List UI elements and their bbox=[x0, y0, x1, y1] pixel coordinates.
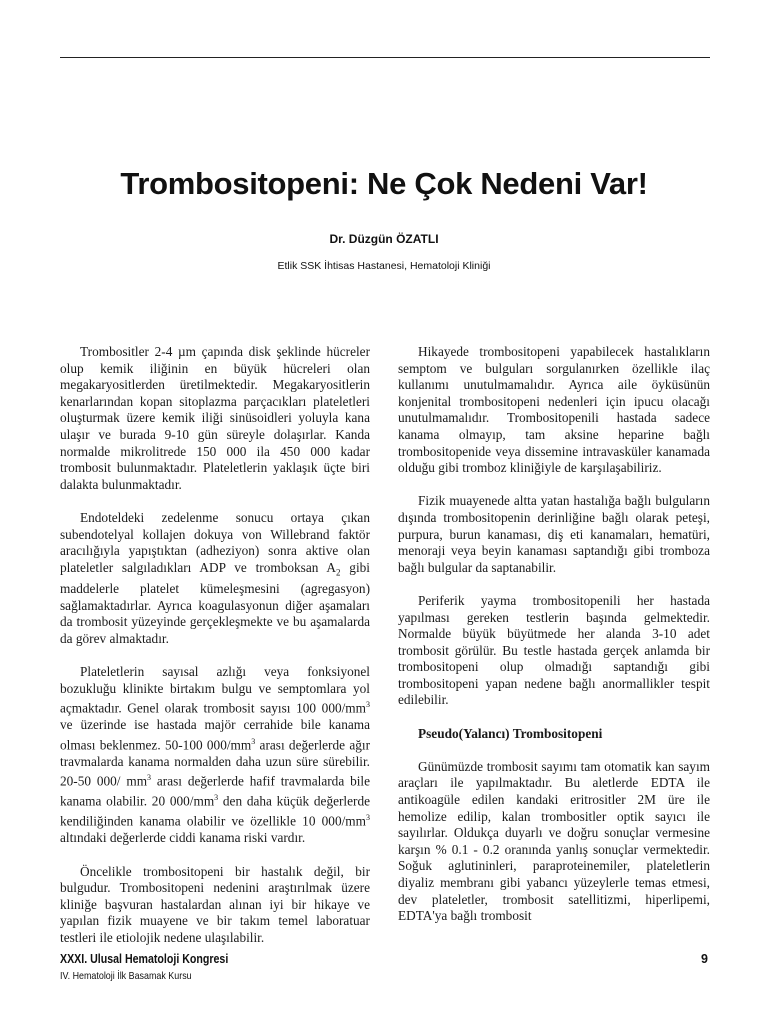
paragraph: Öncelikle trombositopeni bir hastalık değil, bir bulgudur. Trombositopeni nedenini araştırılmak üzere kliniğe başvuran hastalardan alınan iyi bir hikaye ve yapılan fizik muayene ve bir takım temel laboratuar testleri ile etiolojik nedene ulaşılabilir. bbox=[60, 863, 370, 945]
paragraph: Endoteldeki zedelenme sonucu ortaya çıkan subendotelyal kollajen dokuya von Willebrand faktör aracılığıyla yapıştıktan (adheziyon) sonra aktive olan plateletler salgıladıkları ADP ve tromboksan $A_2$ gibi maddelerle platelet kümeleşmesini (agregasyon) sağlamaktadırlar. Ayrıca koagulasyonun diğer aşamaları da trombosit yüzeyinde gerçekleşmekte ve bu aşamalarda da görev almaktadır. bbox=[60, 509, 370, 646]
top-rule bbox=[60, 57, 710, 58]
paragraph: Fizik muayenede altta yatan hastalığa bağlı bulguların dışında trombositopenin derinliğine bağlı olarak peteşi, purpura, burun kanaması, diş eti kanamaları, hematüri, menoraji veya beyin kanaması saptandığı gibi tromboza bağlı bulgular da saptanabilir. bbox=[398, 493, 710, 575]
left-column bbox=[60, 344, 370, 963]
author-name: Dr. Düzgün ÖZATLI bbox=[329, 232, 439, 246]
paragraph: Trombositler 2-4 µm çapında disk şeklinde hücreler olup kemik iliğinin en büyük hücreleri olan megakaryositlerden üretilmektedir. Megakaryositlerin kenarlarından kopan sitoplazma parçacıkları plateletleri oluşturmak üzere kemik iliği sinüsoidleri yoluyla kana ulaşır ve burada 9-10 gün süreyle dolaşırlar. Kanda normalde mikrolitrede 150 000 ila 450 000 kadar trombosit bulunmaktadır. Plateletlerin yaklaşık üçte biri dalakta bulunmaktadır. bbox=[60, 344, 370, 492]
paragraph: Hikayede trombositopeni yapabilecek hastalıkların semptom ve bulguları sorgulanırken özellikle ilaç kullanımı unutulmamalıdır. Ayrıca aile öyküsünün konjenital trombositopeni nedenleri için ipucu olacağı unutulmamalıdır. Trombositopenili hastada sadece kanama olmayıp, tam aksine heparine bağlı trombositopenide veya dissemine intravasküler kanamada olduğu gibi tromboz kliniğiyle de karşılaşabiliriz. bbox=[398, 344, 710, 476]
right-column bbox=[398, 344, 710, 941]
page-number: 9 bbox=[701, 952, 708, 966]
paragraph: Günümüzde trombosit sayımı tam otomatik kan sayım araçları ile yapılmaktadır. Bu aletlerde EDTA ile antikoagüle edilen kandaki eritrositler 2M üre ile hemolize edilip, kalan trombositler optik sayıcı ile sayılırlar. Oldukça duyarlı ve doğru sonuçlar vermesine karşın % 0.1 - 0.2 oranında yanlış sonuçlar vermektedir. Soğuk aglutininleri, paraproteinemiler, plateletlerin diyaliz membranı gibi yabancı yüzeylerle temas etmesi, dev plateletler, trombosit satellitizmi, hiperlipemi, EDTA'ya bağlı trombosit bbox=[398, 758, 710, 924]
section-heading: Pseudo(Yalancı) Trombositopeni bbox=[418, 725, 603, 741]
paragraph: Periferik yayma trombositopenili her hastada yapılması gereken testlerin başında gelmektedir. Normalde büyük büyütmede her alanda 3-10 adet trombosit görülür. Bu testle hastada gerçek anlamda bir trombositopeni olup olmadığı saptandığı gibi trombositopeni yapan nedene bağlı anormallikler tespit edilebilir. bbox=[398, 592, 710, 708]
footer-course-name: IV. Hematoloji İlk Basamak Kursu bbox=[60, 970, 192, 982]
footer-congress-name: XXXI. Ulusal Hematoloji Kongresi bbox=[60, 952, 229, 966]
article-title: Trombositopeni: Ne Çok Nedeni Var! bbox=[120, 166, 648, 201]
author-affiliation: Etlik SSK İhtisas Hastanesi, Hematoloji Kliniği bbox=[277, 260, 491, 272]
paragraph: Plateletlerin sayısal azlığı veya fonksiyonel bozukluğu klinikte birtakım bulgu ve semptomlara yol açmaktadır. Genel olarak trombosit sayısı 100 $000/mm^3$ ve üzerinde ise hastada majör cerrahide bile kanama olması beklenmez. 50-100 $000/mm^3$ arası değerlerde ağır travmalarda kanama normalden daha uzun süre sürebilir. 20-50 000/ $mm^3$ arası değerlerde hafif travmalarda bile kanama olabilir. 20 $000/mm^3$ den daha küçük değerlerde kendiliğinden kanama olabilir ve özellikle 10 $000/mm^3$ altındaki değerlerde ciddi kanama riski vardır. bbox=[60, 663, 371, 846]
